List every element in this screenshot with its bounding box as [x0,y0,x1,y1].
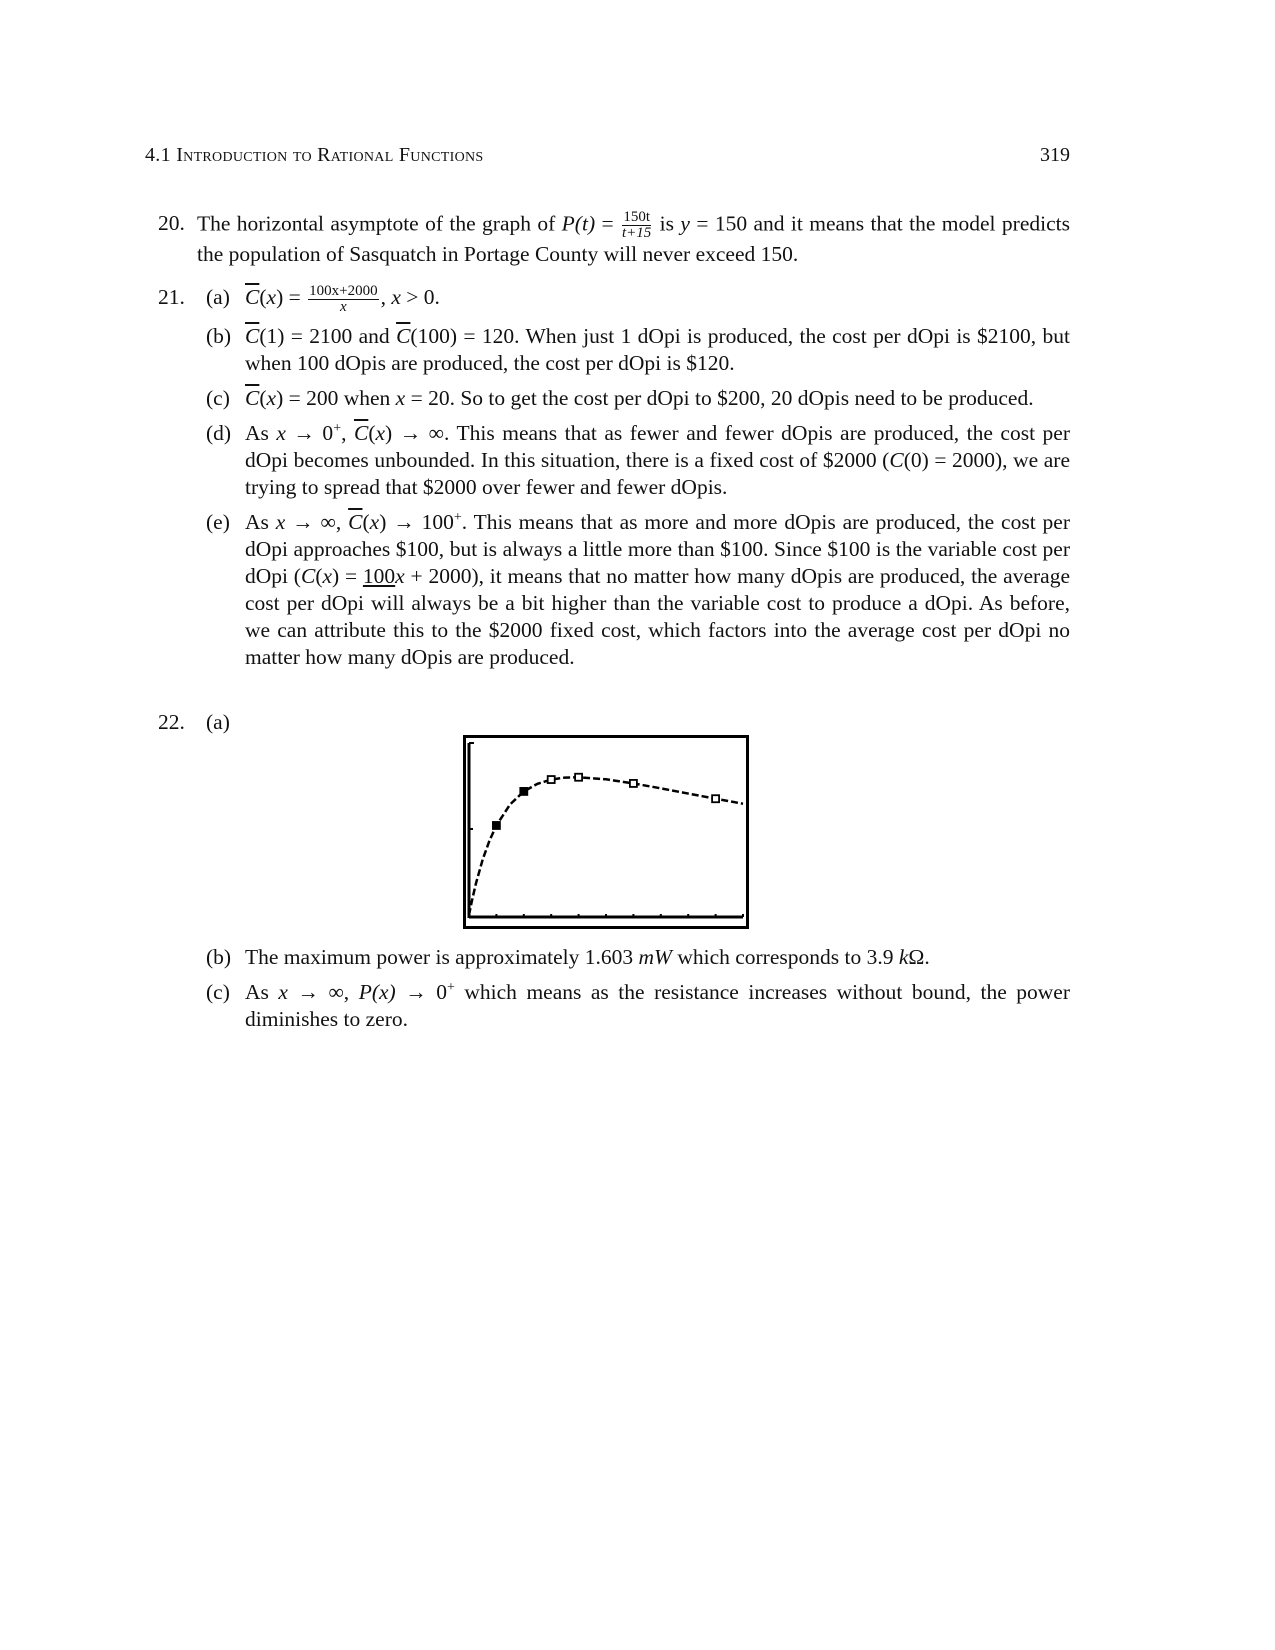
math-run: x [369,510,380,534]
denominator: x [340,299,347,315]
text-run: . This means that as more and more dOpis are produced, the cost per dOpi approaches $100, but is always a little more than $100. Since $100 is the variable cost per dOpi ( [245,510,1070,588]
text-run: = 20. So to get the cost per dOpi to $200, 20 dOpis need to be produced. [405,386,1034,410]
problem-20 [158,210,1070,268]
part-label: (c) [206,980,230,1004]
math-run: P(x) [358,980,396,1004]
part-label: (d) [206,421,232,445]
text-run: (100) = 120. When just 1 dOpi is produced, the cost per dOpi is $2100, but when 100 dOpis are produced, the cost per dOpi is $120. [245,324,1070,375]
text-run: ) → ∞. This means that as fewer and fewer dOpis are produced, the cost per dOpi becomes unbounded. In this situation, there is a fixed cost of $2000 ( [245,421,1070,472]
part-d [206,420,1070,501]
text-run: ( [315,564,323,588]
math-run: + [333,420,342,436]
part-label: (b) [206,945,232,969]
math-run: x [266,285,277,310]
section-title: 4.1 Introduction to Rational Functions [145,144,484,166]
text-run: As [245,421,277,445]
part-b [206,944,1070,971]
math-run: x [395,386,406,410]
problem-number: 22. [158,710,185,734]
text-run: As [245,980,279,1004]
text-run: → ∞, [285,510,349,534]
text-run: ( [368,421,376,445]
math-run: x [375,421,386,445]
math-run: + [446,979,455,995]
text-run: which corresponds to 3.9 [671,945,899,969]
math-run: $\overline{C}$ [353,421,369,445]
text-run: ) = 200 when [276,386,396,410]
math-run: x [275,510,286,534]
math-run: P(t) [561,211,596,236]
answer-text [197,210,1070,268]
text-run: ) = [276,285,307,310]
fraction [308,284,378,315]
data-point [548,776,555,783]
part-label: (c) [206,386,230,410]
math-run: x [276,421,286,445]
part-e [206,509,1070,671]
data-point [493,822,500,829]
math-run: $\overline{C}$ [348,510,363,534]
part-label: (a) [206,285,230,309]
page-number: 319 [1040,144,1070,166]
math-run: + [453,509,462,525]
part-a [206,709,1070,736]
math-run: C [889,448,904,472]
math-run: x [395,564,405,588]
text-run: ) → 100 [379,510,454,534]
math-run: x [266,386,277,410]
numerator: 100x+2000 [309,283,378,299]
math-run: x [278,980,288,1004]
part-a [206,284,1070,315]
data-point [520,788,527,795]
part-label: (e) [206,510,230,534]
text-run: (0) = 2000), we are trying to spread that $2000 over fewer and fewer dOpis. [245,448,1070,499]
text-run: ) = [332,564,363,588]
math-run: $\overline{C}$ [396,324,411,348]
math-run: x [322,564,333,588]
math-run: $\overline{C}$ [245,386,260,410]
fraction [622,210,651,241]
text-run: Ω. [908,945,930,969]
data-point [630,780,637,787]
problem-number: 21. [158,285,185,309]
data-point [575,774,582,781]
text-run: As [245,510,276,534]
text-run: ( [259,285,267,310]
text-run: + 2000), it means that no matter how many dOpis are produced, the average cost per dOpi will always be a bit higher than the variable cost to produce a dOpi. As before, we can attribute this to the $2000 fixed cost, which factors into the average cost per dOpi no matter how many dOpis are produced. [245,564,1070,669]
text-run: → ∞, [287,980,359,1004]
calculator-graph [463,735,749,929]
numerator: 150t [623,209,650,225]
problem-22-bc [158,944,1070,1041]
text-run: → 0 [395,980,447,1004]
math-run: $\overline{C}$ [245,285,260,310]
text-run: → 0 [285,421,334,445]
data-point [712,795,719,802]
part-b [206,323,1070,377]
math-run: $\overline{C}$ [245,324,260,348]
text-run: (1) = 2100 and [259,324,397,348]
math-run: x [391,285,401,310]
text-run: is [653,211,681,236]
part-c [206,979,1070,1033]
denominator: t+15 [622,225,652,241]
text-run: ( [362,510,370,534]
problem-21 [158,284,1070,679]
text-run: = [595,211,620,236]
problem-number: 20. [158,211,185,235]
graph-frame [465,737,748,928]
math-run: mW [638,945,672,969]
text-run: The horizontal asymptote of the graph of [197,211,562,236]
text-run: = 150 and it means that the model predicts the population of Sasquatch in Portage County will never exceed 150. [197,211,1070,266]
text-run: , [380,285,392,310]
math-run: C [300,564,316,588]
part-label: (a) [206,710,230,734]
math-run: 100 [362,564,396,588]
math-run: k [898,945,909,969]
part-label: (b) [206,324,232,348]
text-run: The maximum power is approximately 1.603 [245,945,639,969]
math-run: y [680,211,690,236]
text-run: which means as the resistance increases without bound, the power diminishes to zero. [245,980,1070,1031]
text-run: > 0. [400,285,440,310]
text-run: ( [259,386,267,410]
part-c [206,385,1070,412]
text-run: , [341,421,354,445]
